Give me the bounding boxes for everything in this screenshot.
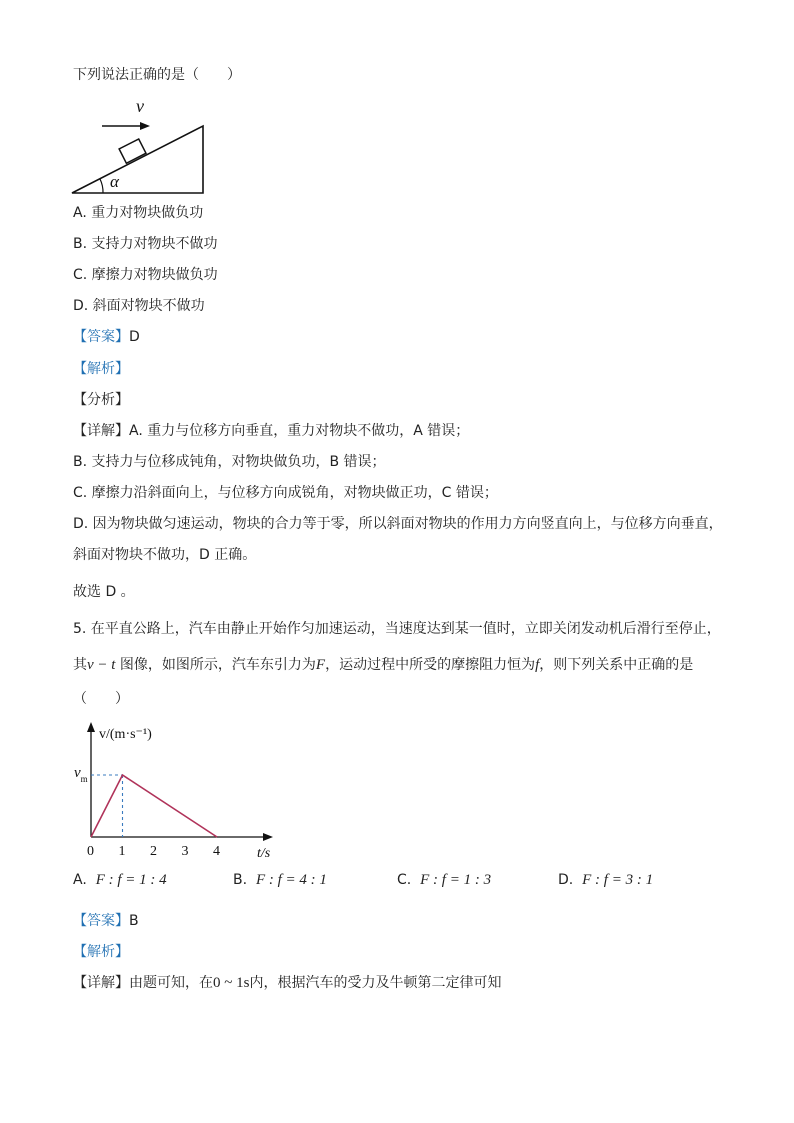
stem-text: ，则下列关系中正确的是 [539,657,694,673]
q5-stem-line3: （ ） [73,691,129,707]
answer-value: D [129,329,140,345]
q5-detail [73,974,501,992]
stem-text: ，运动过程中所受的摩擦阻力恒为 [325,657,536,673]
detail-tag: 【详解】 [73,975,129,991]
option-letter: D. [558,872,574,888]
detail-text: 由题可知，在 [129,975,213,991]
time-range-math: 0 ~ 1s [213,975,250,991]
q4-detail-a [73,422,469,440]
q4-option-d: D. 斜面对物块不做功 [73,298,205,314]
q5-stem-line1: 5. 在平直公路上，汽车由静止开始作匀加速运动，当速度达到某一值时，立即关闭发动机后滑行至停止， [73,621,721,637]
stem-text: 其 [73,657,87,673]
q4-analysis-tag: 【解析】 [73,361,129,377]
x-axis-arrow [263,833,273,841]
y-axis-label: v/(m·s⁻¹) [99,727,152,742]
q4-fenxi-tag: 【分析】 [73,392,129,408]
option-letter: A. [73,872,87,888]
q5-answer [73,912,139,930]
q4-option-a: A. 重力对物块做负功 [73,205,204,221]
answer-value: B [129,913,139,929]
q5-option-d [558,872,653,889]
q5-vt-chart [70,715,285,860]
q5-stem-line2 [73,656,693,674]
velocity-label: v [136,96,144,116]
q5-option-a [73,872,167,889]
answer-tag: 【答案】 [73,329,129,345]
option-letter: B. [233,872,248,888]
x-tick-label: 3 [181,844,189,859]
q4-stem: 下列说法正确的是（ ） [73,67,241,83]
q4-conclusion: 故选 D 。 [73,584,135,600]
q4-detail-d-cont: 斜面对物块不做功，D 正确。 [73,547,257,563]
answer-tag: 【答案】 [73,913,129,929]
q4-detail-d: D. 因为物块做匀速运动，物块的合力等于零，所以斜面对物块的作用力方向竖直向上，与位移方向垂直， [73,516,723,532]
q4-option-b: B. 支持力对物块不做功 [73,236,218,252]
q4-detail-b: B. 支持力与位移成钝角，对物块做负功，B 错误； [73,454,386,470]
option-letter: C. [397,872,412,888]
q4-incline-figure [70,95,210,197]
vt-math: v − t [87,657,116,673]
stem-text: 图像，如图所示，汽车东引力为 [115,657,316,673]
q5-analysis-tag: 【解析】 [73,944,129,960]
x-tick-label: 4 [213,844,220,859]
angle-label: α [110,172,119,191]
q4-option-c: C. 摩擦力对物块做负功 [73,267,218,283]
x-tick-label: 2 [150,844,157,859]
option-math: F : f = 1 : 4 [95,872,167,888]
peak-label: $v_m$ [74,765,88,784]
q4-detail-c: C. 摩擦力沿斜面向上，与位移方向成锐角，对物块做正功，C 错误； [73,485,498,501]
q5-option-b [233,872,327,889]
detail-tag: 【详解】 [73,423,129,439]
x-tick-label: 0 [87,844,94,859]
friction-symbol: f [535,657,540,673]
x-axis-label: t/s [257,846,271,860]
detail-text: A. 重力与位移方向垂直，重力对物块不做功，A 错误； [129,423,470,439]
velocity-series-line [91,775,217,837]
detail-text: 内，根据汽车的受力及牛顿第二定律可知 [249,975,502,991]
x-tick-label: 1 [118,844,126,859]
traction-symbol: F [315,657,326,673]
q4-answer [73,328,140,346]
option-math: F : f = 3 : 1 [582,872,654,888]
option-math: F : f = 4 : 1 [255,872,327,888]
q5-option-c [397,872,491,889]
option-math: F : f = 1 : 3 [420,872,492,888]
y-axis-arrow [87,722,95,732]
